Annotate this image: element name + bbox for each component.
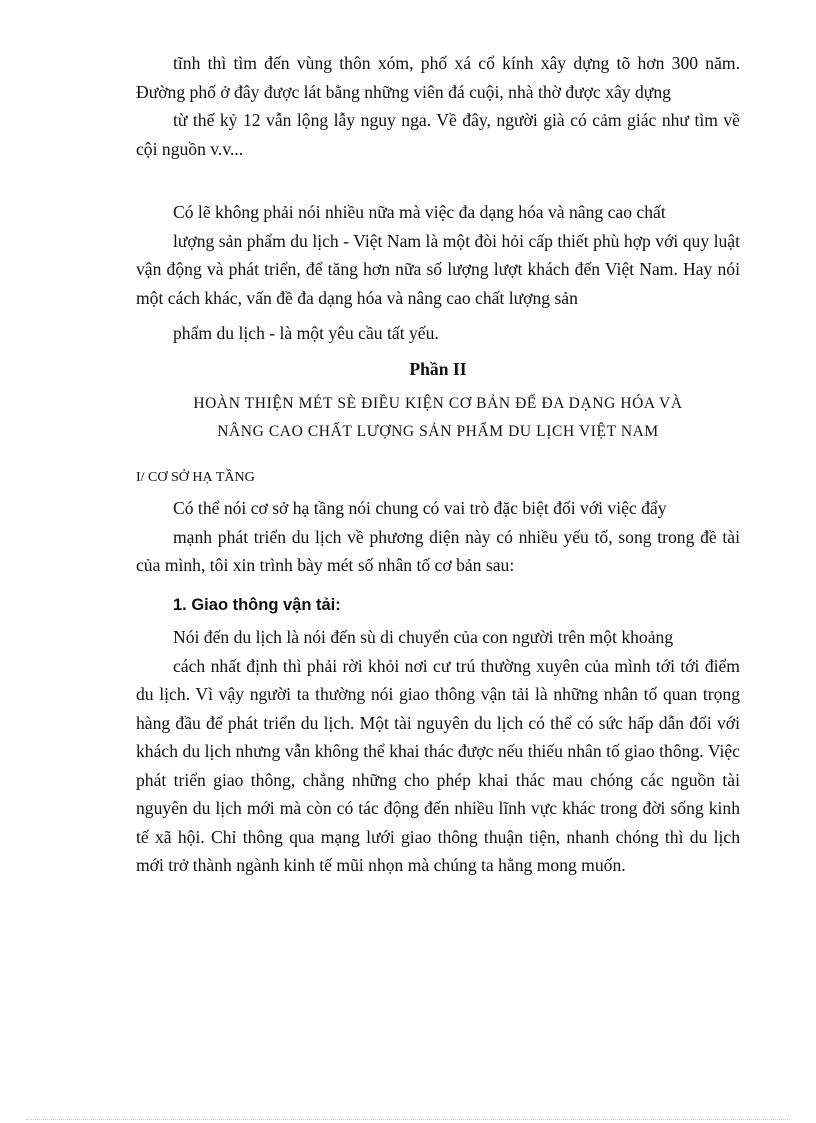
paragraph-requirement xyxy=(136,319,740,348)
paragraph-line: mạnh phát triển du lịch về phương diện này có nhiều yếu tố, song trong đề tài của mình, tôi xin trình bày mét số nhân tố cơ bản sau: xyxy=(136,526,740,575)
part-heading: Phần II xyxy=(409,359,467,379)
paragraph-line: phẩm du lịch - là một yêu cầu tất yếu. xyxy=(173,323,439,343)
subheading-transport: 1. Giao thông vận tải: xyxy=(173,596,341,614)
paragraph-line: Có lẽ không phải nói nhiều nữa mà việc đa dạng hóa và nâng cao chất xyxy=(173,202,666,222)
paragraph-line: từ thế kỷ 12 vẫn lộng lẫy nguy nga. Về đây, người già có cảm giác như tìm về cội nguồn v.v... xyxy=(136,110,740,159)
paragraph-line: lượng sản phẩm du lịch - Việt Nam là một đòi hỏi cấp thiết phù hợp với quy luật vận động và phát triển, để tăng hơn nữa số lượng lượt khách đến Việt Nam. Hay nói một cách khác, vấn đề đa dạng hóa và nâng cao chất lượng sản xyxy=(136,230,740,308)
paragraph-line: cách nhất định thì phải rời khỏi nơi cư trú thường xuyên của mình tới tới điểm du lịch. Vì vậy người ta thường nói giao thông vận tải là những nhân tố quan trọng hàng đầu để phát triển du lịch. Một tài nguyên du lịch có thể có sức hấp dẫn đối với khách du lịch nhưng vẫn không thể khai thác được nếu thiếu nhân tố giao thông. Việc phát triển giao thông, chẳng những cho phép khai thác mau chóng các nguồn tài nguyên du lịch mới mà còn có tác động đến nhiều lĩnh vực khác trong đời sống kinh tế xã hội. Chỉ thông qua mạng lưới giao thông thuận tiện, nhanh chóng thì du lịch mới trở thành ngành kinh tế mũi nhọn mà chúng ta hằng mong muốn. xyxy=(136,655,740,875)
paragraph-transport xyxy=(136,623,740,880)
paragraph-old-town xyxy=(136,49,740,163)
paragraph-line: tĩnh thì tìm đến vùng thôn xóm, phố xá cổ kính xây dựng tõ hơn 300 năm. Đường phố ở đây được lát bằng những viên đá cuội, nhà thờ được xây dựng xyxy=(136,53,740,102)
part-title xyxy=(136,390,740,446)
paragraph-diversification xyxy=(136,198,740,312)
section-heading: I/ CƠ SỞ HẠ TẦNG xyxy=(136,470,255,485)
page-bottom-divider xyxy=(26,1119,790,1120)
paragraph-line: Nói đến du lịch là nói đến sù di chuyển của con người trên một khoảng xyxy=(173,627,674,647)
paragraph-line: Có thể nói cơ sở hạ tầng nói chung có vai trò đặc biệt đối với việc đẩy xyxy=(173,498,667,518)
part-title-line: NÂNG CAO CHẤT LƯỢNG SẢN PHẨM DU LỊCH VIỆT NAM xyxy=(217,423,659,440)
part-title-line: HOÀN THIỆN MÉT SÈ ĐIỀU KIỆN CƠ BẢN ĐỂ ĐA DẠNG HÓA VÀ xyxy=(193,395,683,412)
paragraph-infrastructure xyxy=(136,494,740,580)
